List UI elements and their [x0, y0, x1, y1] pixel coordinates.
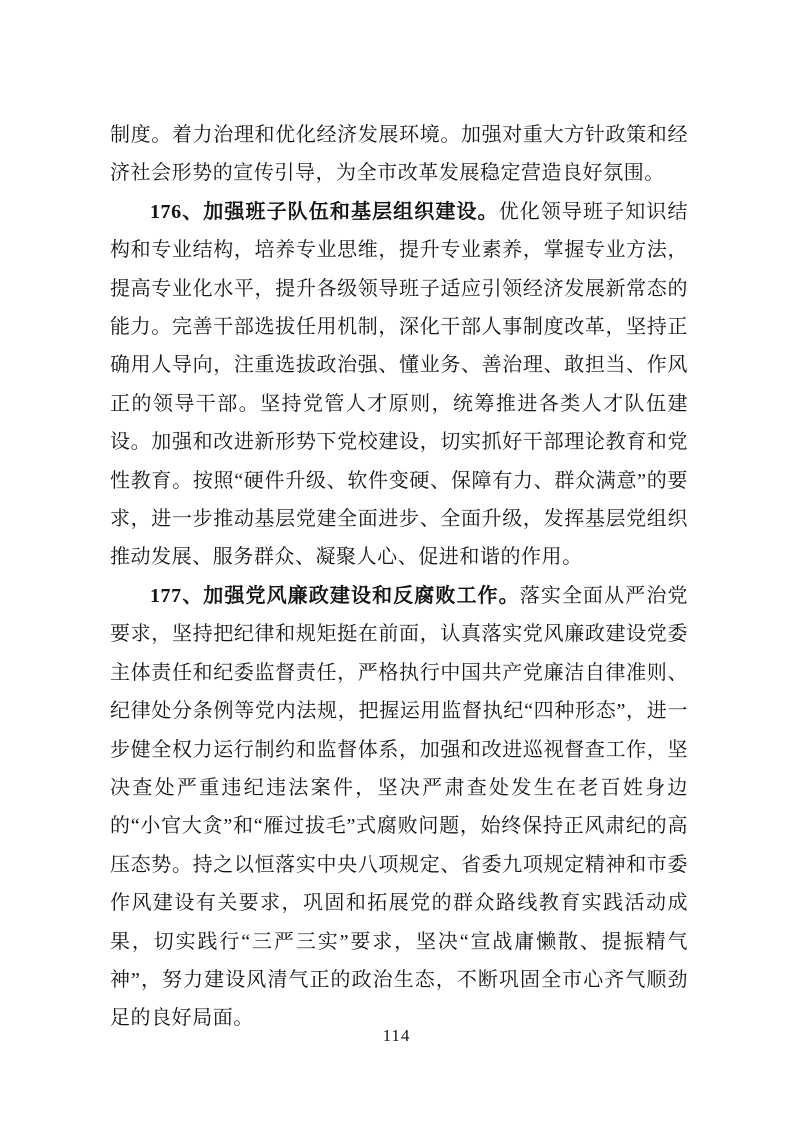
- text-block: [110, 116, 688, 1038]
- section-heading-177: 177、加强党风廉政建设和反腐败工作。: [150, 584, 520, 607]
- paragraph-section-177: [110, 577, 688, 1038]
- section-body-177: 落实全面从严治党要求，坚持把纪律和规矩挺在前面，认真落实党风廉政建设党委主体责任和纪委监督责任，严格执行中国共产党廉洁自律准则、纪律处分条例等党内法规，把握运用监督执纪“四种形态”，进一步健全权力运行制约和监督体系，加强和改进巡视督查工作，坚决查处严重违纪违法案件，坚决严肃查处发生在老百姓身边的“小官大贪”和“雁过拔毛”式腐败问题，始终保持正风肃纪的高压态势。持之以恒落实中央八项规定、省委九项规定精神和市委作风建设有关要求，巩固和拓展党的群众路线教育实践活动成果，切实践行“三严三实”要求，坚决“宣战庸懒散、提振精气神”，努力建设风清气正的政治生态，不断巩固全市心齐气顺劲足的良好局面。: [110, 584, 688, 1030]
- section-body-176: 优化领导班子知识结构和专业结构，培养专业思维，提升专业素养，掌握专业方法，提高专业化水平，提升各级领导班子适应引领经济发展新常态的能力。完善干部选拔任用机制，深化干部人事制度改革，坚持正确用人导向，注重选拔政治强、懂业务、善治理、敢担当、作风正的领导干部。坚持党管人才原则，统筹推进各类人才队伍建设。加强和改进新形势下党校建设，切实抓好干部理论教育和党性教育。按照“硬件升级、软件变硬、保障有力、群众满意”的要求，进一步推动基层党建全面进步、全面升级，发挥基层党组织推动发展、服务群众、凝聚人心、促进和谐的作用。: [110, 200, 689, 569]
- page-number: 114: [382, 1026, 411, 1045]
- paragraph-section-176: [110, 193, 688, 577]
- section-heading-176: 176、加强班子队伍和基层组织建设。: [150, 200, 499, 223]
- paragraph-continuation: 制度。着力治理和优化经济发展环境。加强对重大方针政策和经济社会形势的宣传引导，为全市改革发展稳定营造良好氛围。: [110, 124, 688, 185]
